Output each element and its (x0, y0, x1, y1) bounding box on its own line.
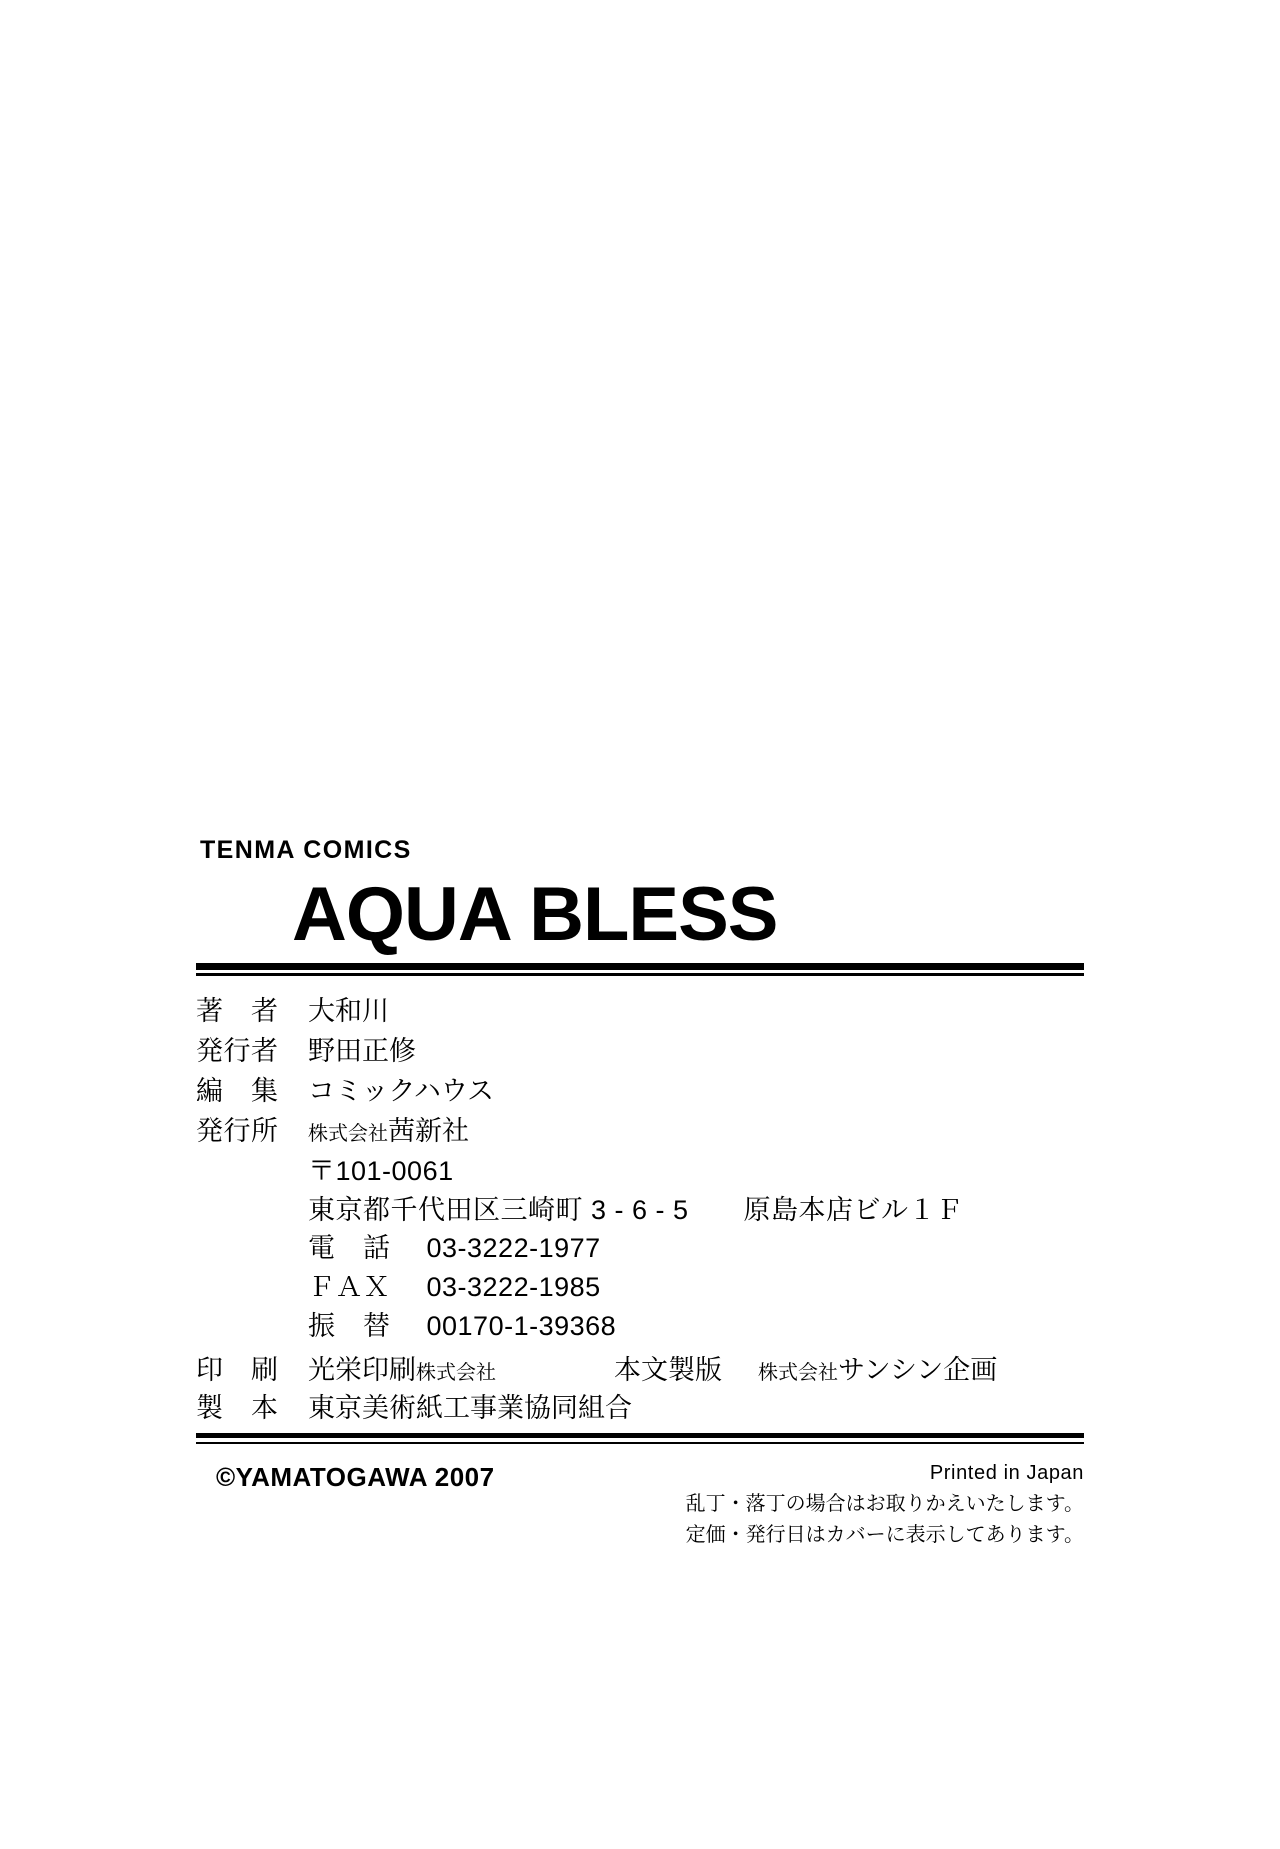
street-address: 東京都千代田区三崎町 3 - 6 - 5 原島本店ビル１Ｆ (308, 1194, 964, 1225)
fax-label: ＦＡＸ (308, 1272, 391, 1303)
credit-value-publisher-person: 野田正修 (308, 1035, 416, 1066)
credit-label-publisher-person: 発行者 (196, 1035, 279, 1066)
binding-row (196, 1391, 1084, 1427)
credit-label-author: 著 者 (196, 996, 279, 1026)
typesetting-company-prefix: 株式会社 (758, 1362, 838, 1385)
credit-row-editor (196, 1074, 1084, 1110)
divider-thin-bottom (196, 1442, 1084, 1444)
publisher-company-prefix: 株式会社 (308, 1122, 388, 1145)
footer-block (196, 1458, 1084, 1562)
printing-company: 光栄印刷 (308, 1355, 416, 1386)
telephone-value: 03-3222-1977 (426, 1233, 601, 1264)
printing-company-suffix: 株式会社 (416, 1362, 496, 1385)
binding-label: 製 本 (196, 1393, 279, 1424)
binding-value: 東京美術紙工事業協同組合 (308, 1393, 632, 1424)
divider-thick-bottom (196, 1433, 1084, 1438)
postal-code: 〒101-0061 (308, 1155, 454, 1186)
price-note: 定価・発行日はカバーに表示してあります。 (685, 1523, 1084, 1546)
telephone-row (308, 1231, 1084, 1267)
printed-in-japan: Printed in Japan (929, 1461, 1084, 1484)
furikae-value: 00170-1-39368 (426, 1311, 617, 1342)
imprint-label: TENMA COMICS (200, 836, 412, 864)
credit-row-publisher-company (196, 1114, 1084, 1150)
address-block (196, 1154, 1084, 1346)
credit-value-publisher-company (308, 1114, 1084, 1150)
credit-row-publisher-person (196, 1034, 1084, 1070)
credit-label-publisher-company: 発行所 (196, 1115, 279, 1146)
footer-notes (686, 1458, 1084, 1551)
printing-row (196, 1353, 1084, 1389)
credit-label-editor: 編 集 (196, 1075, 279, 1106)
copyright-notice: ©YAMATOGAWA 2007 (216, 1461, 495, 1492)
typesetting-group (614, 1353, 997, 1389)
fax-value: 03-3222-1985 (426, 1272, 601, 1303)
book-title: AQUA BLESS (292, 872, 778, 957)
furikae-row (308, 1309, 1084, 1345)
typesetting-label: 本文製版 (614, 1355, 722, 1386)
credit-value-editor: コミックハウス (308, 1075, 495, 1106)
colophon-block (196, 836, 1084, 1562)
telephone-label: 電 話 (308, 1233, 391, 1264)
typesetting-company: サンシン企画 (838, 1355, 998, 1386)
credits-list (196, 994, 1084, 1427)
furikae-label: 振 替 (308, 1311, 391, 1342)
credit-value-author: 大和川 (308, 996, 389, 1026)
credit-row-author (196, 994, 1084, 1030)
printing-value (308, 1353, 496, 1389)
divider-thick-top (196, 963, 1084, 970)
publisher-company-name: 茜新社 (388, 1115, 469, 1146)
defect-note: 乱丁・落丁の場合はお取りかえいたします。 (685, 1492, 1084, 1515)
divider-thin-top (196, 973, 1084, 976)
printing-label: 印 刷 (196, 1355, 279, 1386)
fax-row (308, 1270, 1084, 1306)
